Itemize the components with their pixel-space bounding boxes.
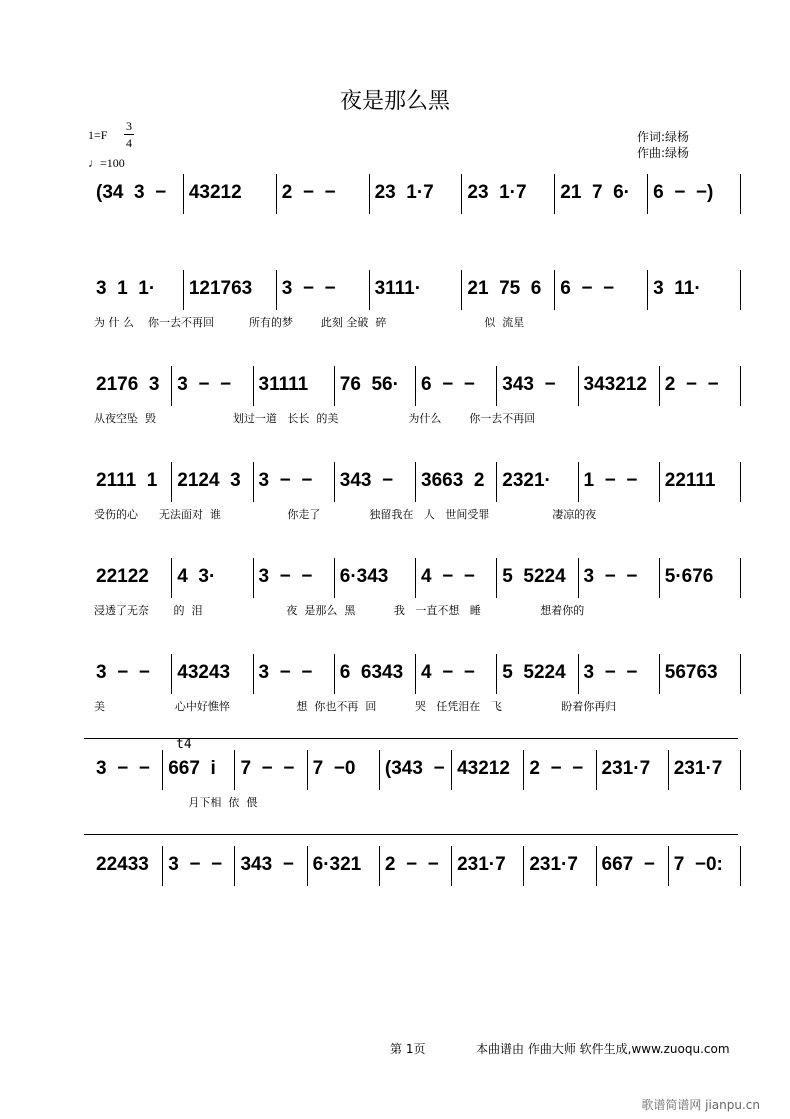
- bar-line: [659, 462, 660, 502]
- bar-line: [659, 366, 660, 406]
- bar-line: [578, 558, 579, 598]
- measure: (34 3 −: [96, 182, 167, 203]
- notation-row: [92, 278, 742, 328]
- measure: 231·7: [457, 854, 506, 875]
- measure: 3 − −: [583, 662, 638, 683]
- measure: 3 − −: [258, 566, 313, 587]
- tempo-value: =100: [100, 156, 125, 170]
- measure: 343 −: [502, 374, 556, 395]
- bar-line: [496, 654, 497, 694]
- software-note: 本曲谱由 作曲大师 软件生成,www.zuoqu.com: [476, 1042, 730, 1056]
- bar-line: [578, 366, 579, 406]
- bar-line: [162, 846, 163, 886]
- bar-line: [369, 174, 370, 214]
- bar-line: [740, 846, 741, 886]
- measure: 4 3·: [177, 566, 216, 587]
- bar-line: [496, 558, 497, 598]
- bar-line: [379, 750, 380, 790]
- bar-line: [647, 174, 648, 214]
- measure: 667 −: [601, 854, 655, 875]
- bar-line: [668, 846, 669, 886]
- notation-row: [92, 182, 742, 232]
- measure: 2176 3: [96, 374, 160, 395]
- quarter-note-icon: ♩: [88, 156, 100, 170]
- measure: 43243: [177, 662, 231, 683]
- bar-line: [740, 654, 741, 694]
- time-signature-bottom: 4: [126, 136, 132, 150]
- measure: 23 1·7: [467, 182, 527, 203]
- bar-line: [334, 558, 335, 598]
- measure: 3663 2: [421, 470, 485, 491]
- lyric-line: 月下相 依 偎: [94, 796, 258, 809]
- bar-line: [461, 270, 462, 310]
- bar-line: [379, 846, 380, 886]
- bar-line: [253, 654, 254, 694]
- bar-line: [740, 366, 741, 406]
- bar-line: [659, 654, 660, 694]
- notation-row: [92, 854, 742, 904]
- composer-credit: 作曲:绿杨: [637, 146, 690, 160]
- lyric-line: 受伤的心 无法面对 谁 你走了 独留我在 人 世间受罪 凄凉的夜: [94, 508, 597, 521]
- bar-line: [307, 846, 308, 886]
- measure: 22433: [96, 854, 149, 875]
- measure: 2 − −: [281, 182, 336, 203]
- measure: 3 − −: [168, 854, 223, 875]
- notation-row: [92, 470, 742, 520]
- bar-line: [740, 750, 741, 790]
- bar-line: [334, 462, 335, 502]
- transpose-mark: t4: [176, 737, 192, 752]
- measure: 7 −0: [312, 758, 356, 779]
- bar-line: [171, 558, 172, 598]
- page-number: 第 1页: [390, 1042, 426, 1056]
- bar-line: [596, 846, 597, 886]
- bar-line: [740, 270, 741, 310]
- measure: 21 75 6: [467, 278, 542, 299]
- bar-line: [596, 750, 597, 790]
- measure: 43212: [457, 758, 510, 779]
- measure: 6 − −): [653, 182, 714, 203]
- bar-line: [415, 462, 416, 502]
- measure: 2 − −: [664, 374, 719, 395]
- bar-line: [307, 750, 308, 790]
- measure: 667 i: [168, 758, 216, 779]
- bar-line: [647, 270, 648, 310]
- bar-line: [740, 174, 741, 214]
- bar-line: [369, 270, 370, 310]
- notation-row: [92, 662, 742, 712]
- measure: 4 − −: [421, 662, 475, 683]
- measure: 343 −: [339, 470, 394, 491]
- measure: 31111: [258, 374, 309, 395]
- measure: 2321·: [502, 470, 551, 491]
- time-signature: [124, 118, 134, 151]
- measure: (343 −: [384, 758, 445, 779]
- bar-line: [183, 270, 184, 310]
- measure: 76 56·: [339, 374, 399, 395]
- bar-line: [415, 558, 416, 598]
- measure: 4 − −: [421, 566, 475, 587]
- measure: 3 − −: [281, 278, 336, 299]
- bar-line: [578, 654, 579, 694]
- bar-line: [740, 558, 741, 598]
- bar-line: [554, 174, 555, 214]
- measure: 5·676: [664, 566, 714, 587]
- notation-row: [92, 566, 742, 616]
- bar-line: [554, 270, 555, 310]
- tempo-marking: [88, 156, 125, 171]
- measure: 3111·: [374, 278, 422, 299]
- bar-line: [162, 750, 163, 790]
- bar-line: [415, 654, 416, 694]
- bar-line: [523, 750, 524, 790]
- measure: 22111: [664, 470, 716, 491]
- measure: 2 − −: [384, 854, 439, 875]
- measure: 3 − −: [96, 662, 150, 683]
- lyric-line: 美 心中好憔悴 想 你也不再 回 哭 任凭泪在 飞 盼着你再归: [94, 700, 617, 713]
- bar-line: [523, 846, 524, 886]
- measure: 2 − −: [529, 758, 584, 779]
- measure: 343 −: [240, 854, 294, 875]
- measure: 22122: [96, 566, 149, 587]
- bar-line: [578, 462, 579, 502]
- measure: 5 5224: [502, 662, 566, 683]
- bar-line: [276, 174, 277, 214]
- measure: 7 −0:: [673, 854, 723, 875]
- lyric-line: 为 什 么 你一去不再回 所有的梦 此刻 全破 碎 似 流星: [94, 316, 525, 329]
- bar-line: [234, 750, 235, 790]
- bar-line: [234, 846, 235, 886]
- measure: 121763: [188, 278, 253, 299]
- measure: 231·7: [529, 854, 578, 875]
- measure: 6 − −: [560, 278, 615, 299]
- bar-line: [659, 558, 660, 598]
- measure: 6·321: [312, 854, 362, 875]
- bar-line: [276, 270, 277, 310]
- measure: 6·343: [339, 566, 389, 587]
- bar-line: [740, 462, 741, 502]
- watermark: 歌谱简谱网 jianpu.cn: [641, 1098, 760, 1112]
- measure: 231·7: [673, 758, 723, 779]
- notation-row: [92, 374, 742, 424]
- measure: 3 − −: [177, 374, 232, 395]
- key-signature: 1=F: [88, 128, 108, 142]
- bar-line: [415, 366, 416, 406]
- bar-line: [253, 462, 254, 502]
- measure: 43212: [188, 182, 242, 203]
- bar-line: [496, 462, 497, 502]
- bar-line: [334, 366, 335, 406]
- volta-line: [84, 834, 738, 835]
- measure: 3 − −: [258, 662, 313, 683]
- bar-line: [461, 174, 462, 214]
- bar-line: [451, 750, 452, 790]
- measure: 3 1 1·: [96, 278, 156, 299]
- measure: 3 − −: [583, 566, 638, 587]
- bar-line: [253, 366, 254, 406]
- lyric-line: 从夜空坠 毁 划过一道 长长 的美 为什么 你一去不再回: [94, 412, 536, 425]
- measure: 5 5224: [502, 566, 566, 587]
- measure: 3 11·: [653, 278, 701, 299]
- lyric-line: 浸透了无奈 的 泪 夜 是那么 黑 我 一直不想 睡 想着你的: [94, 604, 585, 617]
- bar-line: [183, 174, 184, 214]
- measure: 6 − −: [421, 374, 475, 395]
- measure: 2111 1: [96, 470, 158, 491]
- measure: 1 − −: [583, 470, 638, 491]
- bar-line: [171, 654, 172, 694]
- measure: 23 1·7: [374, 182, 434, 203]
- measure: 2124 3: [177, 470, 241, 491]
- song-title: 夜是那么黑: [339, 89, 450, 114]
- bar-line: [171, 462, 172, 502]
- bar-line: [451, 846, 452, 886]
- measure: 56763: [664, 662, 718, 683]
- bar-line: [496, 366, 497, 406]
- measure: 6 6343: [339, 662, 404, 683]
- lyricist-credit: 作词:绿杨: [637, 130, 690, 144]
- measure: 7 − −: [240, 758, 295, 779]
- time-signature-top: 3: [126, 119, 132, 133]
- measure: 3 − −: [96, 758, 150, 779]
- measure: 3 − −: [258, 470, 313, 491]
- measure: 343212: [583, 374, 647, 395]
- measure: 21 7 6·: [560, 182, 630, 203]
- bar-line: [334, 654, 335, 694]
- notation-row: [92, 758, 742, 808]
- measure: 231·7: [601, 758, 651, 779]
- bar-line: [171, 366, 172, 406]
- bar-line: [253, 558, 254, 598]
- bar-line: [668, 750, 669, 790]
